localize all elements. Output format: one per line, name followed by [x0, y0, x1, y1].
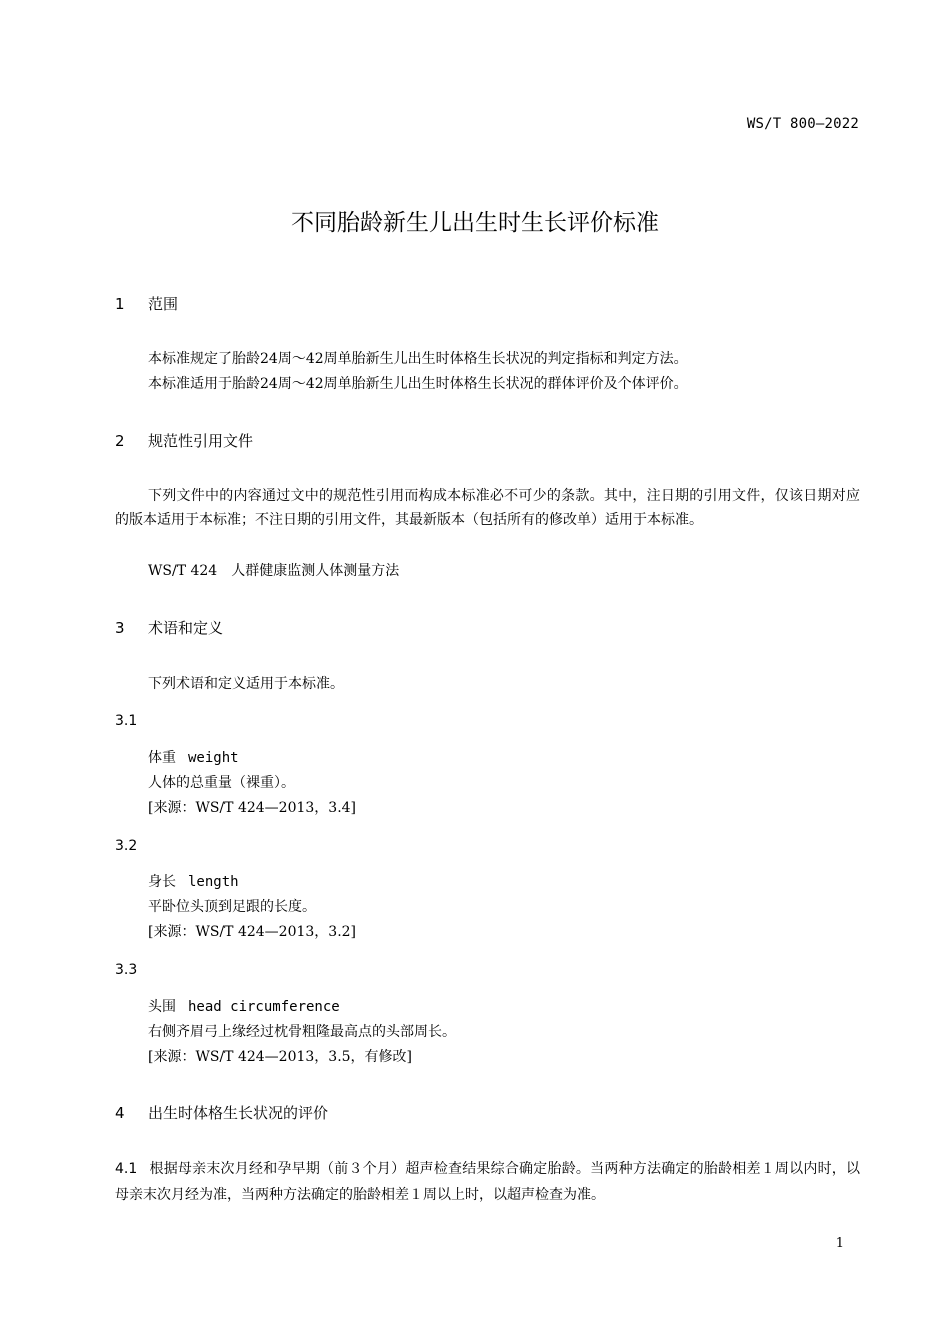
section-2-title: 规范性引用文件: [148, 432, 254, 450]
term-3-1-source: [来源：WS/T 424—2013，3.4]: [148, 800, 357, 816]
term-3-3: [148, 996, 340, 1018]
term-3-1-zh: 体重: [148, 750, 176, 766]
section-2-heading: [115, 431, 253, 451]
clause-4-1-number: 4.1: [115, 1161, 138, 1177]
term-3-1-definition: 人体的总重量（裸重）。: [148, 775, 295, 791]
term-3-2-en: length: [188, 874, 239, 890]
clause-4-1-text: 根据母亲末次月经和孕早期（前３个月）超声检查结果综合确定胎龄。当两种方法确定的胎龄相差１周以内时，以母亲末次月经为准，当两种方法确定的胎龄相差１周以上时，以超声检查为准。: [115, 1161, 860, 1203]
term-3-3-definition: 右侧齐眉弓上缘经过枕骨粗隆最高点的头部周长。: [148, 1024, 456, 1040]
section-1-heading: [115, 294, 178, 314]
term-3-2-definition: 平卧位头顶到足跟的长度。: [148, 899, 316, 915]
term-3-2-source: [来源：WS/T 424—2013，3.2]: [148, 924, 357, 940]
section-3-number: 3: [115, 619, 125, 637]
term-3-3-number: 3.3: [115, 962, 138, 978]
document-code: WS/T 800—2022: [746, 116, 859, 132]
scope-paragraph-2: 本标准适用于胎龄24周～42周单胎新生儿出生时体格生长状况的群体评价及个体评价。: [148, 376, 688, 392]
clause-4-1: [115, 1156, 860, 1208]
term-3-3-source: [来源：WS/T 424—2013，3.5，有修改]: [148, 1049, 413, 1065]
term-3-2: [148, 871, 239, 893]
term-3-1-number: 3.1: [115, 713, 138, 729]
document-title: 不同胎龄新生儿出生时生长评价标准: [291, 210, 659, 236]
terms-intro: 下列术语和定义适用于本标准。: [148, 676, 344, 692]
section-1-title: 范围: [148, 295, 179, 313]
term-3-1: [148, 747, 239, 769]
section-3-heading: [115, 618, 223, 638]
section-4-number: 4: [115, 1104, 125, 1122]
section-1-number: 1: [115, 295, 125, 313]
section-4-title: 出生时体格生长状况的评价: [148, 1104, 329, 1122]
term-3-2-zh: 身长: [148, 874, 176, 890]
reference-item: WS/T 424 人群健康监测人体测量方法: [148, 563, 400, 579]
section-4-heading: [115, 1103, 328, 1123]
term-3-3-zh: 头围: [148, 999, 176, 1015]
term-3-3-en: head circumference: [188, 999, 340, 1015]
references-paragraph: 下列文件中的内容通过文中的规范性引用而构成本标准必不可少的条款。其中，注日期的引用文件，仅该日期对应的版本适用于本标准；不注日期的引用文件，其最新版本（包括所有的修改单）适用于本标准。: [115, 488, 860, 528]
scope-paragraph-1: 本标准规定了胎龄24周～42周单胎新生儿出生时体格生长状况的判定指标和判定方法。: [148, 351, 688, 367]
section-3-title: 术语和定义: [148, 619, 224, 637]
term-3-2-number: 3.2: [115, 838, 138, 854]
section-2-number: 2: [115, 432, 125, 450]
term-3-1-en: weight: [188, 750, 239, 766]
page-number: 1: [835, 1236, 844, 1251]
